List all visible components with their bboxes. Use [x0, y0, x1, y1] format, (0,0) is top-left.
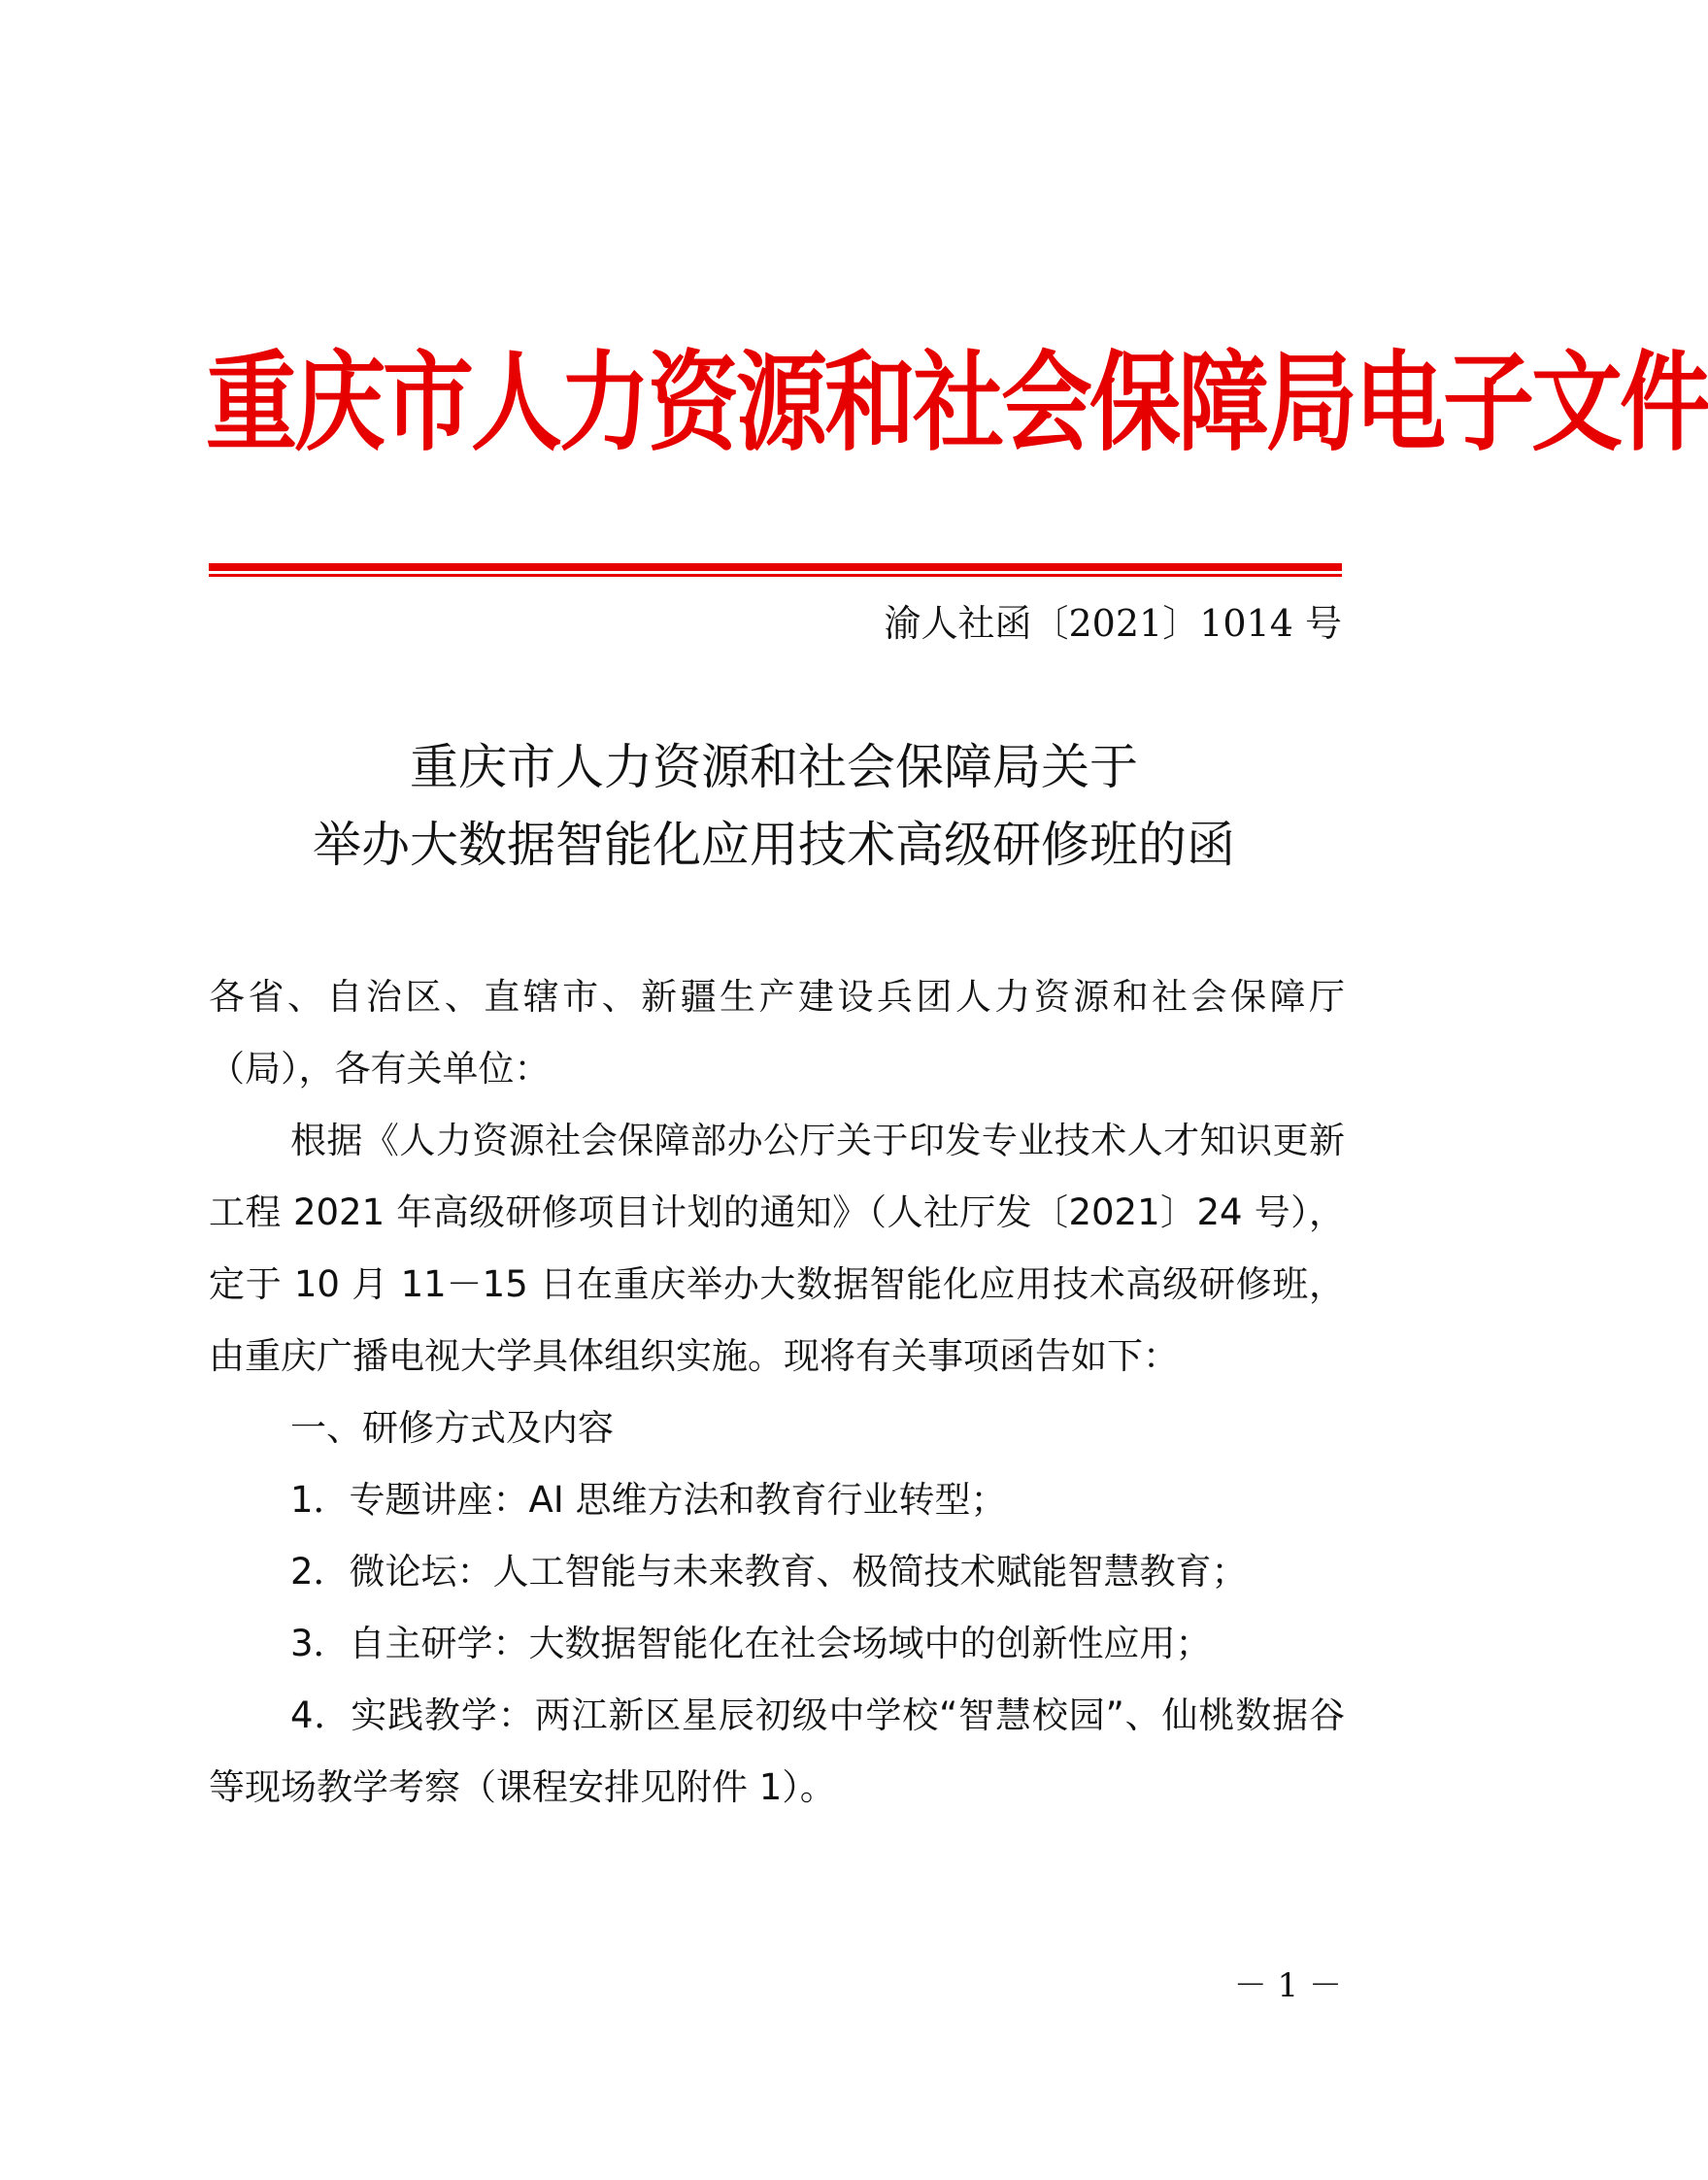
- section-heading: 一、研修方式及内容: [290, 1407, 614, 1449]
- masthead-rule-thin: [209, 574, 1342, 577]
- list-item: 4．实践教学：两江新区星辰初级中学校“智慧校园”、仙桃数据谷等现场教学考察（课程安排见附件 1）。: [209, 1694, 1345, 1808]
- title-line-2: 举办大数据智能化应用技术高级研修班的函: [313, 817, 1235, 873]
- list-item: 1．专题讲座：AI 思维方法和教育行业转型；: [290, 1479, 1007, 1521]
- intro-paragraph: 根据《人力资源社会保障部办公厅关于印发专业技术人才知识更新工程 2021 年高级研修项目计划的通知》（人社厅发〔2021〕24 号），定于 10 月 11－15 日在重庆举办大数据智能化应用技术高级研修班，由重庆广播电视大学具体组织实施。现将有关事项函告如下：: [209, 1120, 1345, 1377]
- document-number: 渝人社函〔2021〕1014 号: [884, 602, 1342, 645]
- document-title: [206, 728, 1342, 884]
- masthead-title: 重庆市人力资源和社会保障局电子文件: [206, 340, 1708, 466]
- page-number: － 1 －: [1233, 1966, 1342, 2005]
- document-body: [209, 961, 1345, 1824]
- masthead-rule-thick: [209, 563, 1342, 571]
- salutation: 各省、自治区、直辖市、新疆生产建设兵团人力资源和社会保障厅（局），各有关单位：: [209, 976, 1345, 1090]
- list-item: 2．微论坛：人工智能与未来教育、极简技术赋能智慧教育；: [290, 1551, 1248, 1593]
- title-line-1: 重庆市人力资源和社会保障局关于: [410, 739, 1138, 795]
- list-item: 3．自主研学：大数据智能化在社会场域中的创新性应用；: [290, 1623, 1212, 1664]
